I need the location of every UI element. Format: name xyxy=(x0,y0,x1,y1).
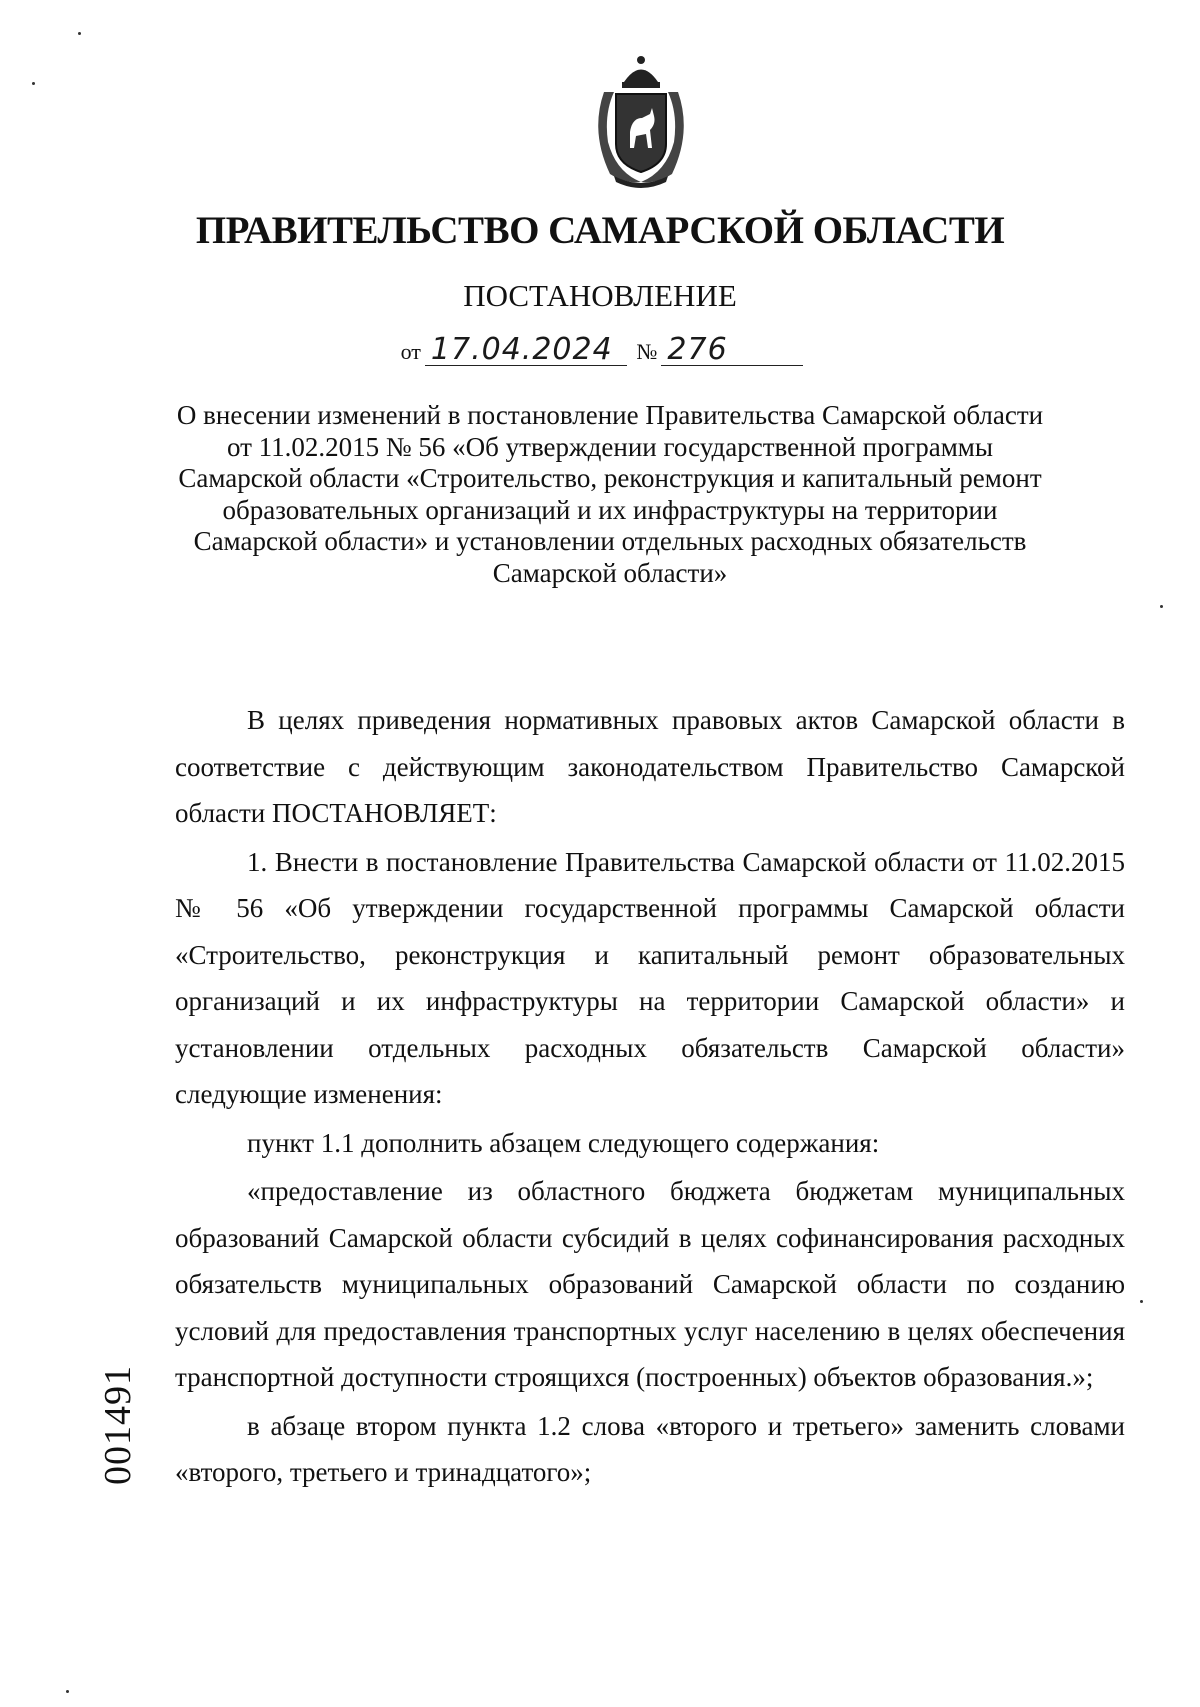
number-prefix: № xyxy=(636,339,658,364)
document-body xyxy=(175,697,1125,1496)
document-number: 276 xyxy=(661,335,803,366)
heading-line: образовательных организаций и их инфраструктуры на территории xyxy=(222,494,998,525)
organization-title: ПРАВИТЕЛЬСТВО САМАРСКОЙ ОБЛАСТИ xyxy=(195,209,1005,252)
scan-speck xyxy=(1160,605,1163,608)
document-type: ПОСТАНОВЛЕНИЕ xyxy=(463,278,737,313)
scan-speck xyxy=(78,32,81,35)
body-paragraph: «предоставление из областного бюджета бюджетам муниципальных образований Самарской области субсидий в целях софинансирования расходных обязательств муниципальных образований Самарской области по созданию условий для предоставления транспортных услуг населению в целях обеспечения транспортной доступности строящихся (построенных) объектов образования.»; xyxy=(175,1176,1125,1392)
body-paragraph: В целях приведения нормативных правовых актов Самарской области в соответствие с действующим законодательством Правительство Самарской области ПОСТАНОВЛЯЕТ: xyxy=(175,705,1125,828)
scan-speck xyxy=(66,1690,69,1693)
date-number-line xyxy=(0,332,1200,367)
document-date: 17.04.2024 xyxy=(425,335,627,366)
scan-speck xyxy=(32,82,35,85)
heading-line: от 11.02.2015 № 56 «Об утверждении государственной программы xyxy=(226,431,994,462)
heading-line: Самарской области «Строительство, реконструкция и капитальный ремонт xyxy=(178,463,1042,493)
heading-line: О внесении изменений в постановление Правительства Самарской области xyxy=(176,400,1044,430)
scan-speck xyxy=(1140,1300,1143,1303)
document-heading xyxy=(170,400,1050,589)
samara-oblast-coat-of-arms-icon xyxy=(586,52,696,192)
heading-line: Самарской области» xyxy=(492,557,728,588)
date-prefix: от xyxy=(400,339,421,364)
heading-line: Самарской области» и установлении отдельных расходных обязательств xyxy=(193,526,1027,556)
body-paragraph: в абзаце втором пункта 1.2 слова «второго и третьего» заменить словами «второго, третьего и тринадцатого»; xyxy=(175,1410,1125,1487)
body-paragraph: пункт 1.1 дополнить абзацем следующего содержания: xyxy=(247,1127,880,1158)
body-paragraph: 1. Внести в постановление Правительства Самарской области от 11.02.2015 № 56 «Об утверждении государственной программы Самарской области «Строительство, реконструкция и капитальный ремонт образовательных организаций и их инфраструктуры на территории Самарской области» и установлении отдельных расходных обязательств Самарской области» следующие изменения: xyxy=(175,846,1125,1109)
side-registration-number: 001491 xyxy=(97,1365,139,1485)
